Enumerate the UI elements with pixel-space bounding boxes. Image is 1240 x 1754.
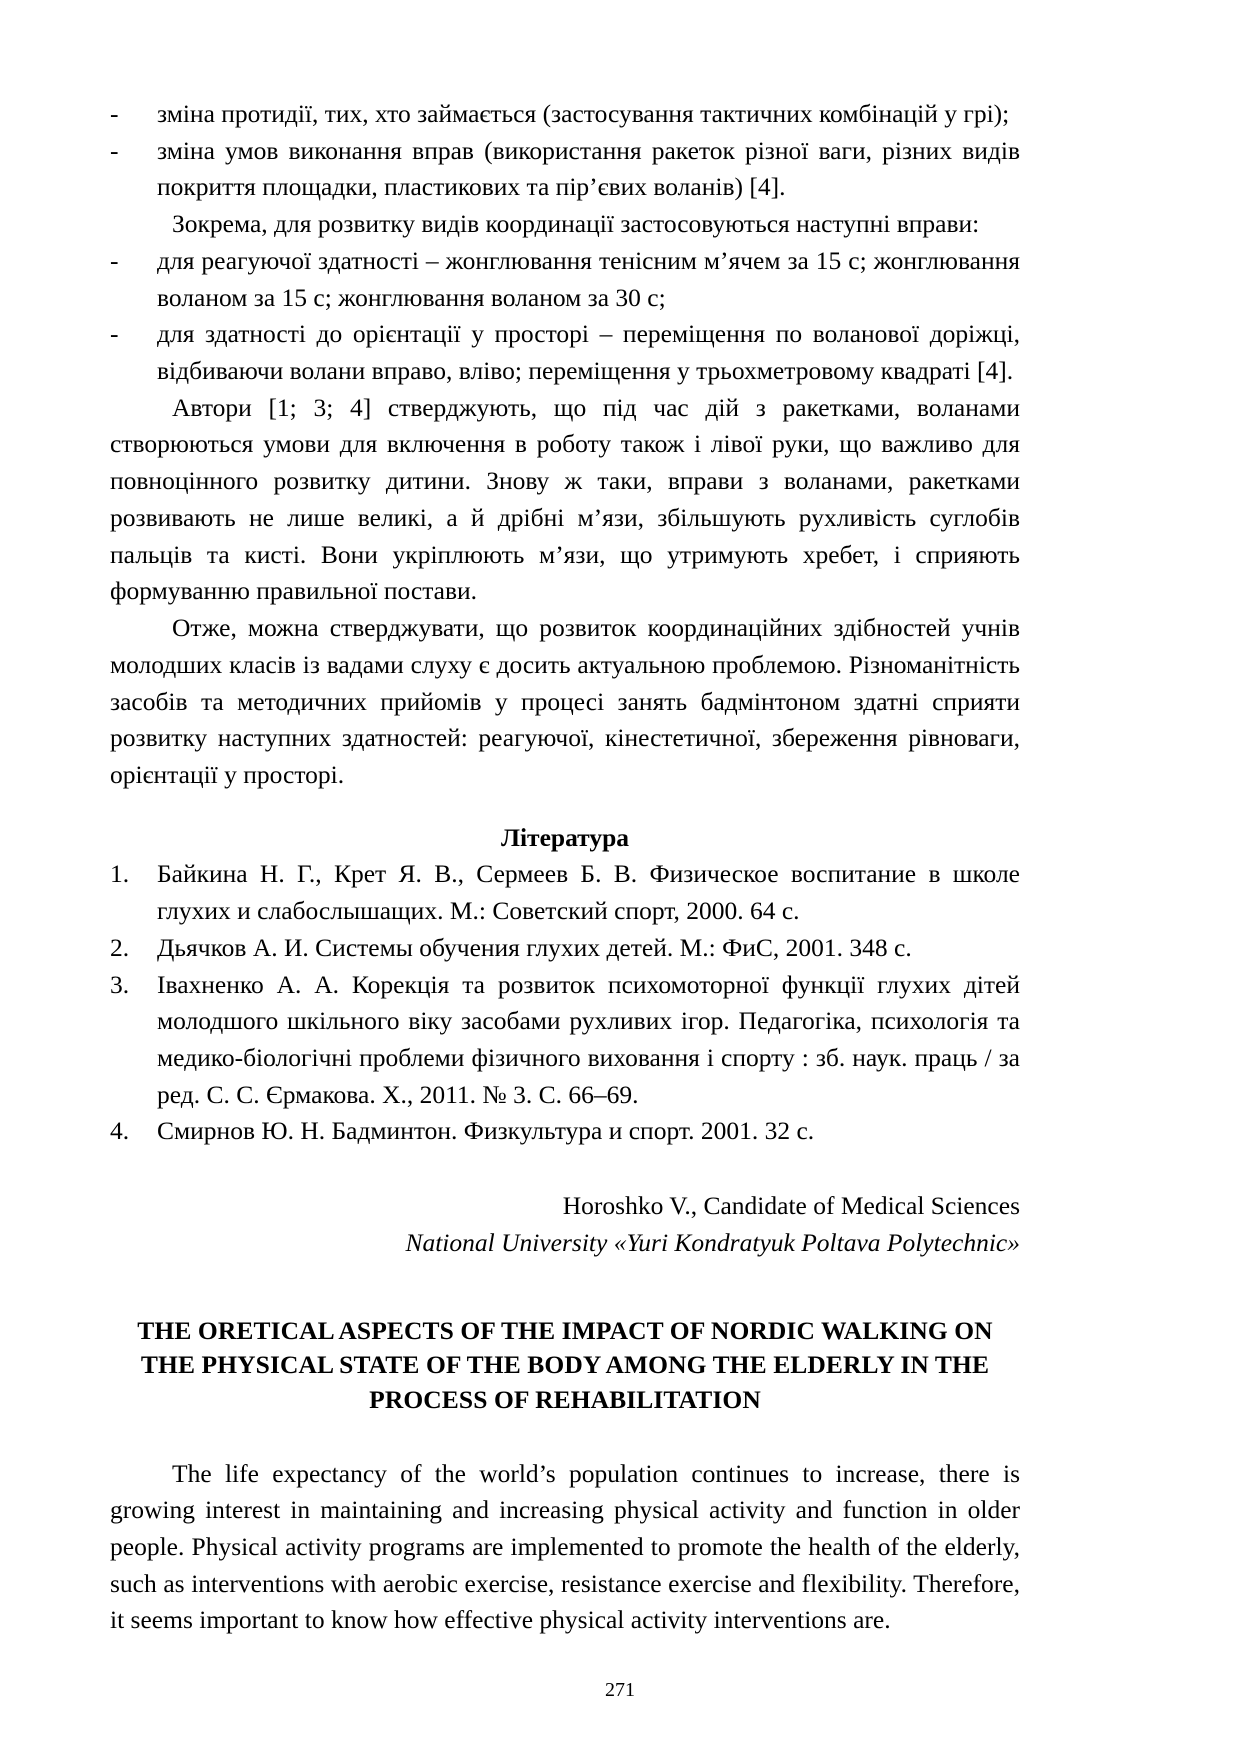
list-item-text: зміна умов виконання вправ (використання ракеток різної ваги, різних видів покриття площадки, пластикових та пір’євих воланів) [4]. xyxy=(157,135,1020,202)
spacer xyxy=(110,794,1020,820)
list-item-text: зміна протидії, тих, хто займається (застосування тактичних комбінацій у грі); xyxy=(157,99,1010,128)
list-item xyxy=(110,133,1020,206)
list-item-text: для реагуючої здатності – жонглювання тенісним м’ячем за 15 с; жонглювання воланом за 15 с; жонглювання воланом за 30 с; xyxy=(157,245,1020,312)
references-heading: Література xyxy=(500,822,630,852)
page-number: 271 xyxy=(605,1679,635,1701)
bullet-list-mid xyxy=(110,243,1020,390)
reference-number: 3. xyxy=(110,969,130,999)
list-item xyxy=(110,967,1020,1114)
dash-bullet-marker: - xyxy=(110,319,119,349)
paragraph-authors: Автори [1; 3; 4] стверджують, що під час дій з ракетками, воланами створюються умови для включення в роботу також і лівої руки, що важливо для повноцінного розвитку дитини. Знову ж таки, вправи з воланами, ракетками розвивають не лише великі, а й дрібні м’язи, збільшують рухливість суглобів пальців та кисті. Вони укріплюють м’язи, що утримують хребет, і сприяють формуванню правильної постави. xyxy=(110,392,1020,606)
list-item xyxy=(110,930,1020,967)
next-article-title: THE ORETICAL ASPECTS OF THE IMPACT OF NORDIC WALKING ON THE PHYSICAL STATE OF THE BODY AMONG THE ELDERLY IN THE PROCESS OF REHABILITATION xyxy=(137,1315,993,1414)
list-item-text: для здатності до орієнтації у просторі – переміщення по воланової доріжці, відбиваючи волани вправо, вліво; переміщення у трьохметровому квадраті [4]. xyxy=(157,319,1020,386)
dash-bullet-marker: - xyxy=(110,245,119,275)
intro-paragraph: Зокрема, для розвитку видів координації застосовуються наступні вправи: xyxy=(172,209,980,239)
next-article-abstract: The life expectancy of the world’s population continues to increase, there is growing interest in maintaining and increasing physical activity and function in older people. Physical activity programs are implemented to promote the health of the elderly, such as interventions with aerobic exercise, resistance exercise and flexibility. Therefore, it seems important to know how effective physical activity interventions are. xyxy=(110,1458,1020,1635)
list-item xyxy=(110,96,1020,133)
dash-bullet-marker: - xyxy=(110,135,119,165)
reference-text: Дьячков А. И. Системы обучения глухих детей. М.: ФиС, 2001. 348 с. xyxy=(157,932,912,962)
next-article-author-block xyxy=(110,1188,1020,1261)
reference-text: Івахненко А. А. Корекція та розвиток психомоторної функції глухих дітей молодшого шкільного віку засобами рухливих ігор. Педагогіка, психологія та медико-біологічні проблеми фізичного виховання і спорту : зб. наук. праць / за ред. С. С. Єрмакова. Х., 2011. № 3. С. 66–69. xyxy=(157,969,1020,1109)
author-affiliation: National University «Yuri Kondratyuk Poltava Polytechnic» xyxy=(405,1227,1020,1257)
paragraph-conclusion: Отже, можна стверджувати, що розвиток координаційних здібностей учнів молодших класів із вадами слуху є досить актуальною проблемою. Різноманітність засобів та методичних прийомів у процесі занять бадмінтоном здатні сприяти розвитку наступних здатностей: реагуючої, кінестетичної, збереження рівноваги, орієнтації у просторі. xyxy=(110,613,1020,789)
spacer xyxy=(110,1262,1020,1314)
list-item xyxy=(110,856,1020,929)
spacer xyxy=(110,1418,1020,1456)
reference-number: 1. xyxy=(110,859,130,889)
bullet-list-top xyxy=(110,96,1020,206)
dash-bullet-marker: - xyxy=(110,99,119,128)
reference-number: 2. xyxy=(110,932,130,962)
page-content xyxy=(110,96,1020,1639)
author-name: Horoshko V., Candidate of Medical Sciences xyxy=(562,1191,1020,1221)
list-item xyxy=(110,243,1020,316)
reference-text: Байкина Н. Г., Крет Я. В., Сермеев Б. В. Физическое воспитание в школе глухих и слабослышащих. М.: Советский спорт, 2000. 64 с. xyxy=(157,859,1020,926)
list-item xyxy=(110,1113,1020,1150)
list-item xyxy=(110,316,1020,389)
references-list xyxy=(110,856,1020,1150)
reference-number: 4. xyxy=(110,1116,130,1146)
spacer xyxy=(110,1150,1020,1188)
reference-text: Смирнов Ю. Н. Бадминтон. Физкультура и спорт. 2001. 32 с. xyxy=(157,1116,815,1146)
